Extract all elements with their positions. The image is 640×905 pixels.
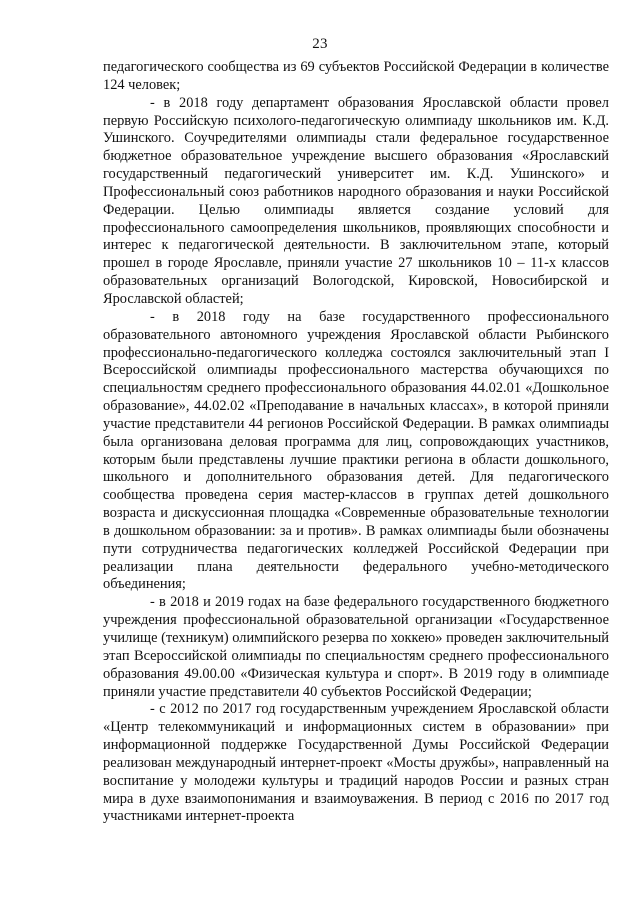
paragraph-ushinsky-olympiad: - в 2018 году департамент образования Ярославской области провел первую Российскую психолого-педагогическую олимпиаду школьников им. К.Д. Ушинского. Соучредителями олимпиады стали федеральное государственное бюджетное образовательное учреждение высшего образования «Ярославский государственный педагогический университет им. К.Д. Ушинского» и Профессиональный союз работников народного образования и науки Российской Федерации. Целью олимпиады является создание условий для профессионального самоопределения школьников, проявляющих способности и интерес к педагогической деятельности. В заключительном этапе, который прошел в городе Ярославле, приняли участие 27 школьников 10 – 11-х классов образовательных организаций Вологодской, Кировской, Новосибирской и Ярославской областей; xyxy=(103,94,609,307)
paragraph-rybinsk-olympiad: - в 2018 году на базе государственного профессионального образовательного автономного учреждения Ярославской области Рыбинского профессионально-педагогического колледжа состоялся заключительный этап I Всероссийской олимпиады профессионального мастерства обучающихся по специальностям среднего профессионального образования 44.02.01 «Дошкольное образование», 44.02.02 «Преподавание в начальных классах», в которой приняли участие представители 44 регионов Российской Федерации. В рамках олимпиады была организована деловая программа для лиц, сопровождающих участников, которым были представлены лучшие практики региона в области дошкольного, школьного и дополнительного образования детей. Для педагогического сообщества проведена серия мастер-классов в группах детей дошкольного возраста и дискуссионная площадка «Современные образовательные технологии в дошкольном образовании: за и против». В рамках олимпиады были обозначены пути сотрудничества педагогических колледжей Российской Федерации при реализации плана деятельности федерального учебно-методического объединения; xyxy=(103,308,609,593)
page-number: 23 xyxy=(312,36,328,52)
paragraph-continuation: педагогического сообщества из 69 субъектов Российской Федерации в количестве 124 человек; xyxy=(103,59,609,93)
paragraph-sport-olympiad: - в 2018 и 2019 годах на базе федерального государственного бюджетного учреждения профессиональной образовательной организации «Государственное училище (техникум) олимпийского резерва по хоккею» проведен заключительный этап Всероссийской олимпиады по специальностям среднего профессионального образования 49.00.00 «Физическая культура и спорт». В 2019 году в олимпиаде приняли участие представители 40 субъектов Российской Федерации; xyxy=(103,594,609,700)
paragraph-bridges-of-friendship: - с 2012 по 2017 год государственным учреждением Ярославской области «Центр телекоммуникаций и информационных систем в образовании» при информационной поддержке Государственной Думы Российской Федерации реализован международный интернет-проект «Мосты дружбы», направленный на воспитание у молодежи культуры и традиций народов России и разных стран мира в духе взаимопонимания и взаимоуважения. В период с 2016 по 2017 год участниками интернет-проекта xyxy=(103,701,609,825)
body-text xyxy=(103,59,609,826)
